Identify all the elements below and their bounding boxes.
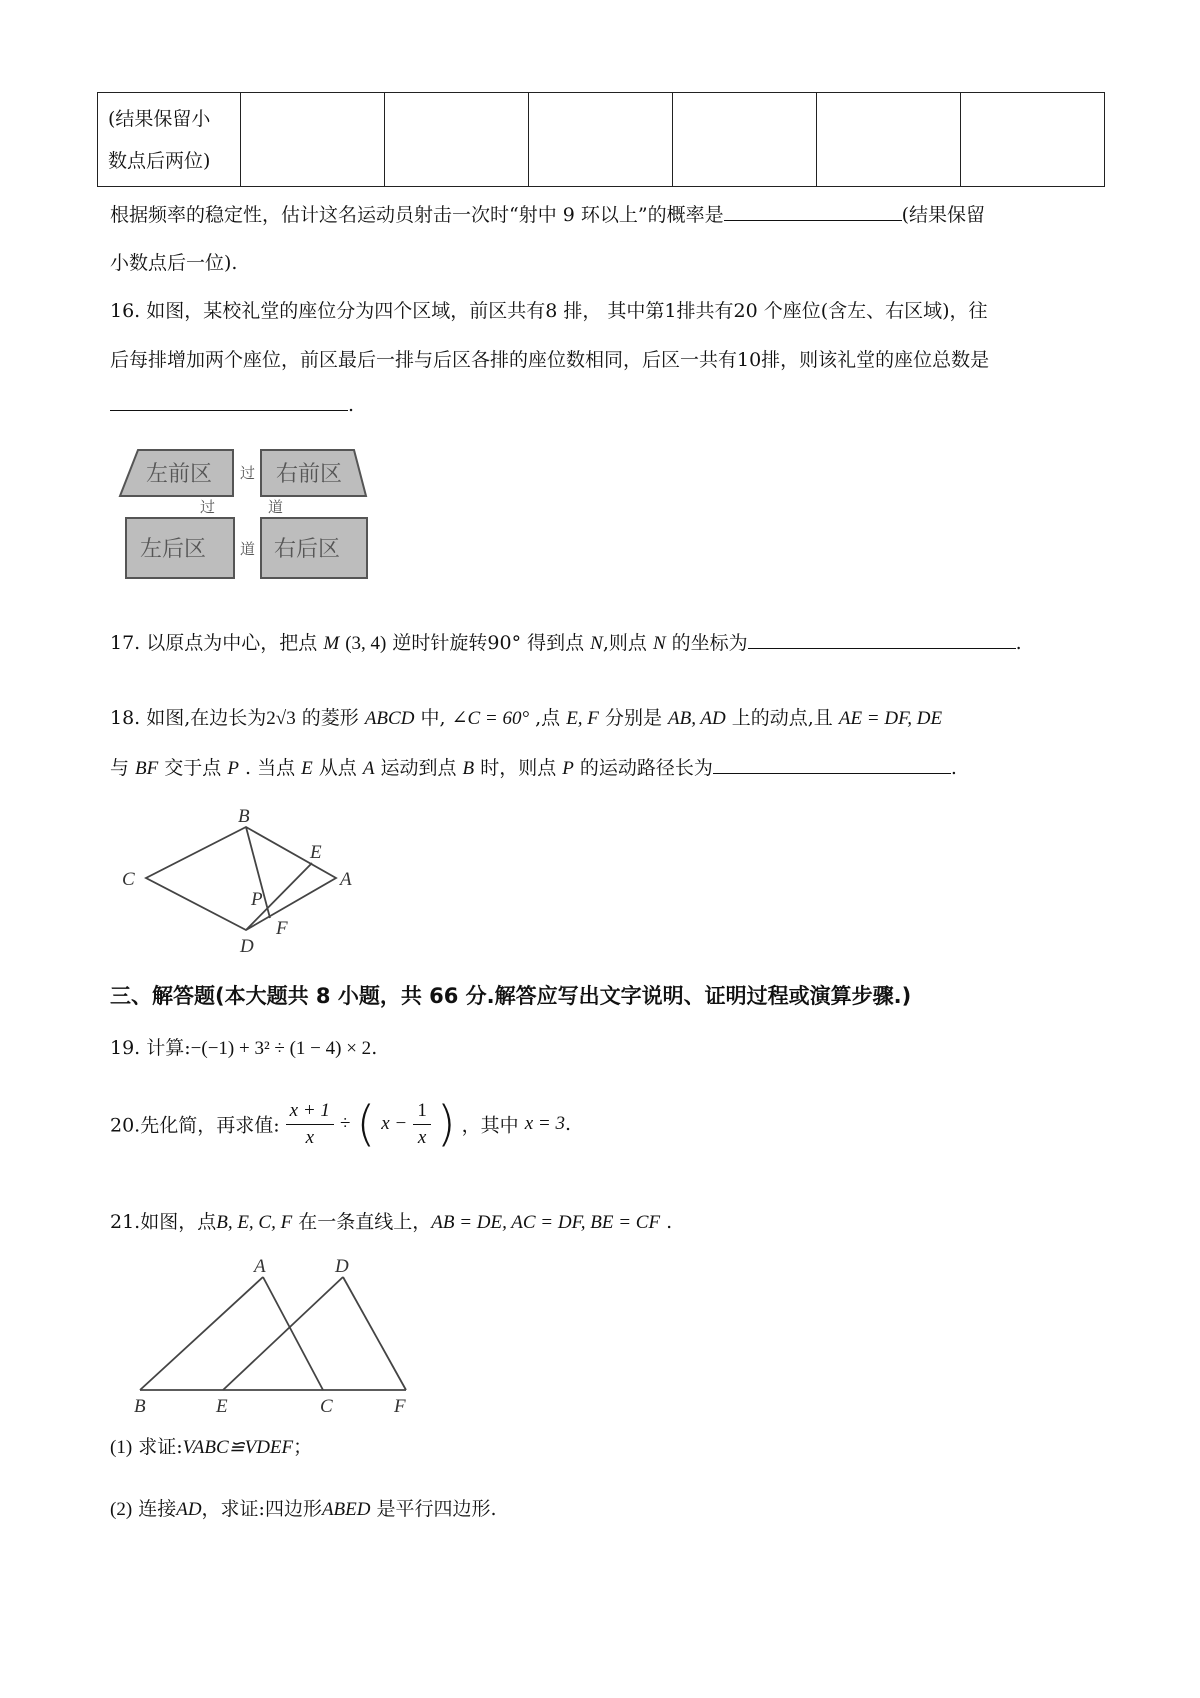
point-b: B	[462, 758, 475, 779]
point-m-coords: (3, 4)	[345, 633, 387, 654]
q17-text: 的坐标为	[665, 632, 748, 654]
segments-ab-ad: AB, AD	[668, 708, 726, 729]
quadrilateral-name: ABED	[321, 1499, 371, 1520]
condition: AE = DF, DE	[838, 708, 943, 729]
label-d: D	[335, 1256, 349, 1277]
table-cell	[961, 93, 1105, 187]
inner-expression: x −	[381, 1113, 408, 1134]
label-f: F	[276, 918, 288, 939]
q21-part1-end: ；	[293, 1436, 313, 1458]
segment-ad: AD	[176, 1499, 202, 1520]
point-e: E	[301, 758, 313, 779]
q21-part2-text: ，求证:四边形	[201, 1498, 322, 1520]
label-b: B	[134, 1396, 146, 1415]
q15-text-end: (结果保留	[901, 204, 986, 226]
label-d: D	[240, 936, 254, 957]
side-length: 2√3	[266, 708, 296, 729]
label-a: A	[254, 1256, 266, 1277]
answer-blank[interactable]	[748, 630, 1016, 649]
point-n: N	[652, 633, 666, 654]
q21-end: .	[660, 1211, 673, 1233]
q18-text: 从点	[312, 757, 363, 779]
q16-end: .	[348, 394, 355, 416]
part-number: (1)	[110, 1437, 133, 1458]
rhombus-name: ABCD	[364, 708, 415, 729]
q18-rhombus-figure	[120, 805, 380, 965]
answer-blank[interactable]	[724, 202, 902, 221]
answer-blank[interactable]	[713, 755, 951, 774]
divide-sign: ÷	[339, 1113, 351, 1134]
q16-seating-figure	[118, 448, 368, 598]
q16-line3	[110, 392, 354, 416]
q20-text: ，其中	[461, 1114, 519, 1137]
q19-line	[110, 1033, 377, 1060]
aisle-label: 道	[268, 498, 284, 516]
q21-points: B, E, C, F	[216, 1212, 293, 1233]
q17-line	[110, 628, 1022, 655]
fraction-denominator: x	[305, 1126, 315, 1148]
back-left-label: 左后区	[140, 537, 207, 562]
left-paren: (	[356, 1096, 376, 1152]
label-c: C	[320, 1396, 333, 1415]
table-cell	[241, 93, 385, 187]
point-p: P	[227, 758, 239, 779]
fraction-denominator: x	[417, 1126, 427, 1148]
congruence-expression: VABC≌VDEF	[182, 1437, 294, 1458]
point-p: P	[562, 758, 574, 779]
q21-condition: AB = DE, AC = DF, BE = CF	[431, 1212, 661, 1233]
table-row-label	[98, 93, 241, 187]
label-f: F	[394, 1396, 406, 1415]
q18-text: 与	[110, 757, 136, 779]
q18-line2	[110, 753, 957, 780]
q15-line1	[110, 200, 985, 227]
front-left-label: 左前区	[146, 462, 213, 487]
label-e: E	[310, 842, 322, 863]
segment-ab	[140, 1277, 263, 1390]
q18-line1	[110, 703, 942, 730]
frequency-table	[97, 92, 1105, 187]
q18-text: 时，则点	[474, 757, 563, 779]
q18-text: ,点	[529, 707, 567, 729]
fraction-numerator: 1	[413, 1098, 431, 1125]
q21-part2-text: 是平行四边形.	[370, 1498, 497, 1520]
label-e: E	[216, 1396, 228, 1415]
table-cell	[529, 93, 673, 187]
table-row-label-line2: 数点后两位)	[108, 149, 211, 172]
table-cell	[673, 93, 817, 187]
aisle-label: 过	[200, 498, 216, 516]
points-ef: E, F	[566, 708, 599, 729]
q21-part1-text: 求证:	[138, 1436, 183, 1458]
point-m: M	[323, 633, 340, 654]
q21-part1	[110, 1432, 312, 1459]
q18-text: 交于点	[158, 757, 228, 779]
aisle-label: 过	[240, 464, 256, 482]
q15-text: 根据频率的稳定性，估计这名运动员射击一次时“射中 9 环以上”的概率是	[110, 204, 724, 226]
point-a: A	[362, 758, 375, 779]
q21-line	[110, 1207, 672, 1234]
table-row-label-line1: (结果保留小	[108, 107, 211, 130]
right-paren: )	[436, 1096, 456, 1152]
q18-text: 18. 如图,在边长为	[110, 707, 267, 729]
q20-line	[110, 1096, 571, 1152]
q21-part2	[110, 1494, 497, 1521]
answer-blank[interactable]	[110, 392, 348, 411]
q20-condition: x = 3	[524, 1113, 565, 1134]
q16-line2: 后每排增加两个座位，前区最后一排与后区各排的座位数相同，后区一共有10排，则该礼堂的座位总数是	[110, 349, 990, 371]
q18-text: 上的动点,且	[725, 707, 839, 729]
q18-text: 分别是	[598, 707, 669, 729]
segment-ed	[223, 1277, 343, 1390]
segment-bf: BF	[135, 758, 159, 779]
section-3-heading: 三、解答题(本大题共 8 小题，共 66 分.解答应写出文字说明、证明过程或演算步骤.)	[110, 984, 912, 1008]
q17-end: .	[1015, 632, 1022, 654]
q21-text: 在一条直线上，	[292, 1211, 432, 1233]
q18-text: 的菱形	[295, 707, 365, 729]
label-b: B	[238, 806, 250, 827]
q21-part2-text: 连接	[138, 1498, 177, 1520]
back-right-label: 右后区	[274, 537, 341, 562]
q18-text: 的运动路径长为	[573, 757, 713, 779]
q21-text: 21.如图，点	[110, 1211, 217, 1233]
table-cell	[817, 93, 961, 187]
q18-text: 中,	[414, 707, 452, 729]
q18-text: 运动到点	[374, 757, 463, 779]
q16-line1: 16. 如图，某校礼堂的座位分为四个区域，前区共有8 排， 其中第1排共有20 个座位(含左、右区域)，往	[110, 300, 988, 322]
q17-text: ,则点	[602, 632, 647, 654]
q18-end: .	[950, 757, 957, 779]
table-cell	[385, 93, 529, 187]
rhombus-shape	[146, 827, 336, 930]
segment-df	[343, 1277, 406, 1390]
angle-c: ∠C = 60°	[451, 708, 530, 729]
part-number: (2)	[110, 1499, 133, 1520]
q19-text: 19. 计算:	[110, 1037, 191, 1059]
q20-text: 20.先化简，再求值:	[110, 1114, 280, 1137]
segment-ac	[263, 1277, 323, 1390]
table-row	[98, 93, 1105, 187]
fraction-numerator: x + 1	[286, 1098, 334, 1125]
label-a: A	[340, 869, 352, 890]
q19-expression: −(−1) + 3² ÷ (1 − 4) × 2	[190, 1038, 372, 1059]
point-n: N	[590, 633, 603, 654]
aisle-label: 道	[240, 540, 256, 558]
label-c: C	[122, 869, 135, 890]
q20-end: .	[564, 1113, 572, 1135]
q20-fraction	[286, 1098, 334, 1151]
q17-text: 逆时针旋转90° 得到点	[392, 632, 585, 654]
front-right-label: 右前区	[276, 462, 343, 487]
q18-text: . 当点	[238, 757, 302, 779]
q20-inner-fraction	[413, 1098, 431, 1151]
q19-end: .	[371, 1037, 378, 1059]
q21-figure	[128, 1255, 418, 1415]
label-p: P	[251, 889, 263, 910]
q17-text: 17. 以原点为中心，把点	[110, 632, 318, 654]
q15-line2: 小数点后一位).	[110, 252, 238, 274]
